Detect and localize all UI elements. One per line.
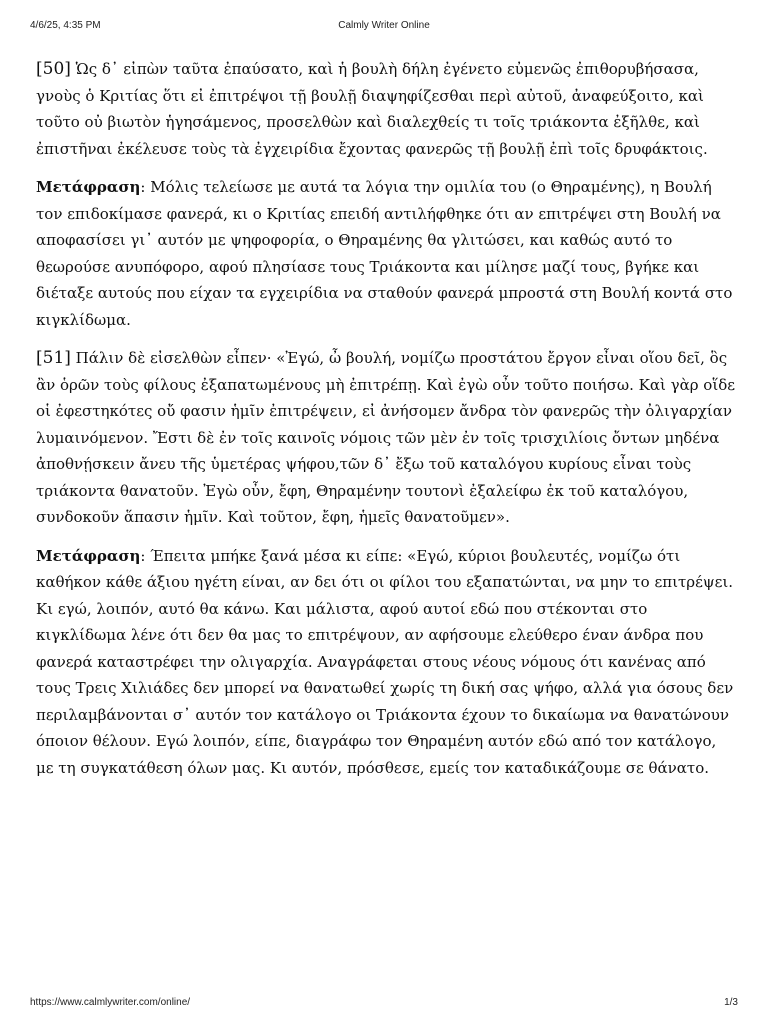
page-number: 1/3 (724, 997, 738, 1008)
paragraph-50-greek (36, 56, 736, 162)
translation-label: Μετάφραση (36, 546, 141, 565)
paragraph-51-greek (36, 345, 736, 531)
paragraph-51-translation (36, 543, 736, 782)
document-body (36, 56, 736, 793)
paragraph-text: Πάλιν δὲ εἰσελθὼν εἶπεν· «Ἐγώ, ὦ βουλή, νομίζω προστάτου ἔργον εἶναι οἵου δεῖ, ὃς ἂν ὁρῶν τοὺς φίλους ἐξαπατωμένους μὴ ἐπιτρέπῃ. Καὶ ἐγὼ οὖν τοῦτο ποιήσω. Καὶ γὰρ οἵδε οἱ ἐφεστηκότες οὔ φασιν ἡμῖν ἐπιτρέψειν, εἰ ἀνήσομεν ἄνδρα τὸν φανερῶς τὴν ὀλιγαρχίαν λυμαινόμενον. Ἔστι δὲ ἐν τοῖς καινοῖς νόμοις τῶν μὲν ἐν τοῖς τρισχιλίοις ὄντων μηδένα ἀποθνῄσκειν ἄνευ τῆς ὑμετέρας ψήφου,τῶν δ᾽ ἔξω τοῦ καταλόγου κυρίους εἶναι τοὺς τριάκοντα θανατοῦν. Ἐγὼ οὖν, ἔφη, Θηραμένην τουτονὶ ἐξαλείφω ἐκ τοῦ καταλόγου, συνδοκοῦν ἅπασιν ἡμῖν. Καὶ τοῦτον, ἔφη, ἡμεῖς θανατοῦμεν». (36, 349, 736, 526)
page-title: Calmly Writer Online (338, 20, 430, 31)
section-number: [51] (36, 348, 71, 368)
translation-label: Μετάφραση (36, 178, 141, 196)
print-datetime: 4/6/25, 4:35 PM (30, 20, 101, 31)
paragraph-50-translation (36, 174, 736, 333)
section-number: [50] (36, 59, 71, 79)
paragraph-text: Ὡς δ᾽ εἰπὼν ταῦτα ἐπαύσατο, καὶ ἡ βουλὴ δήλη ἐγένετο εὐμενῶς ἐπιθορυβήσασα, γνοὺς ὁ Κριτίας ὅτι εἰ ἐπιτρέψοι τῇ βουλῇ διαψηφίζεσθαι περὶ αὐτοῦ, ἀναφεύξοιτο, καὶ τοῦτο οὐ βιωτὸν ἡγησάμενος, προσελθὼν καὶ διαλεχθείς τι τοῖς τριάκοντα ἐξῆλθε, καὶ ἐπιστῆναι ἐκέλευσε τοὺς τὰ ἐγχειρίδια ἔχοντας φανερῶς τῇ βουλῇ ἐπὶ τοῖς δρυφάκτοις. (36, 60, 708, 158)
page-url: https://www.calmlywriter.com/online/ (30, 997, 191, 1008)
paragraph-text: : Μόλις τελείωσε με αυτά τα λόγια την ομιλία του (ο Θηραμένης), η Βουλή τον επιδοκίμασε φανερά, κι ο Κριτίας επειδή αντιλήφθηκε ότι αν επιτρέψει στη Βουλή να αποφασίσει γι᾽ αυτόν με ψηφοφορία, ο Θηραμένης θα γλιτώσει, και καθώς αυτό το θεωρούσε ανυπόφορο, αφού πλησίασε τους Τριάκοντα και μίλησε μαζί τους, βγήκε και διέταξε αυτούς που είχαν τα εγχειρίδια να σταθούν φανερά μπροστά στη Βουλή κοντά στο κιγκλίδωμα. (36, 178, 733, 329)
paragraph-text: : Έπειτα μπήκε ξανά μέσα κι είπε: «Εγώ, κύριοι βουλευτές, νομίζω ότι καθήκον κάθε άξιου ηγέτη είναι, αν δει ότι οι φίλοι του εξαπατώνται, να μην το επιτρέψει. Κι εγώ, λοιπόν, αυτό θα κάνω. Και μάλιστα, αφού αυτοί εδώ που στέκονται στο κιγκλίδωμα λένε ότι δεν θα μας το επιτρέψουν, αν αφήσουμε ελεύθερο έναν άνδρα που φανερά καταστρέφει την ολιγαρχία. Αναγράφεται στους νέους νόμους ότι κανένας από τους Τρεις Χιλιάδες δεν μπορεί να θανατωθεί χωρίς τη δική σας ψήφο, αλλά για όσους δεν περιλαμβάνονται σ᾽ αυτόν τον κατάλογο οι Τριάκοντα έχουν το δικαίωμα να θανατώνουν όποιον θέλουν. Εγώ λοιπόν, είπε, διαγράφω τον Θηραμένη αυτόν εδώ από τον κατάλογο, με τη συγκατάθεση όλων μας. Κι αυτόν, πρόσθεσε, εμείς τον καταδικάζουμε σε θάνατο. (36, 546, 734, 777)
